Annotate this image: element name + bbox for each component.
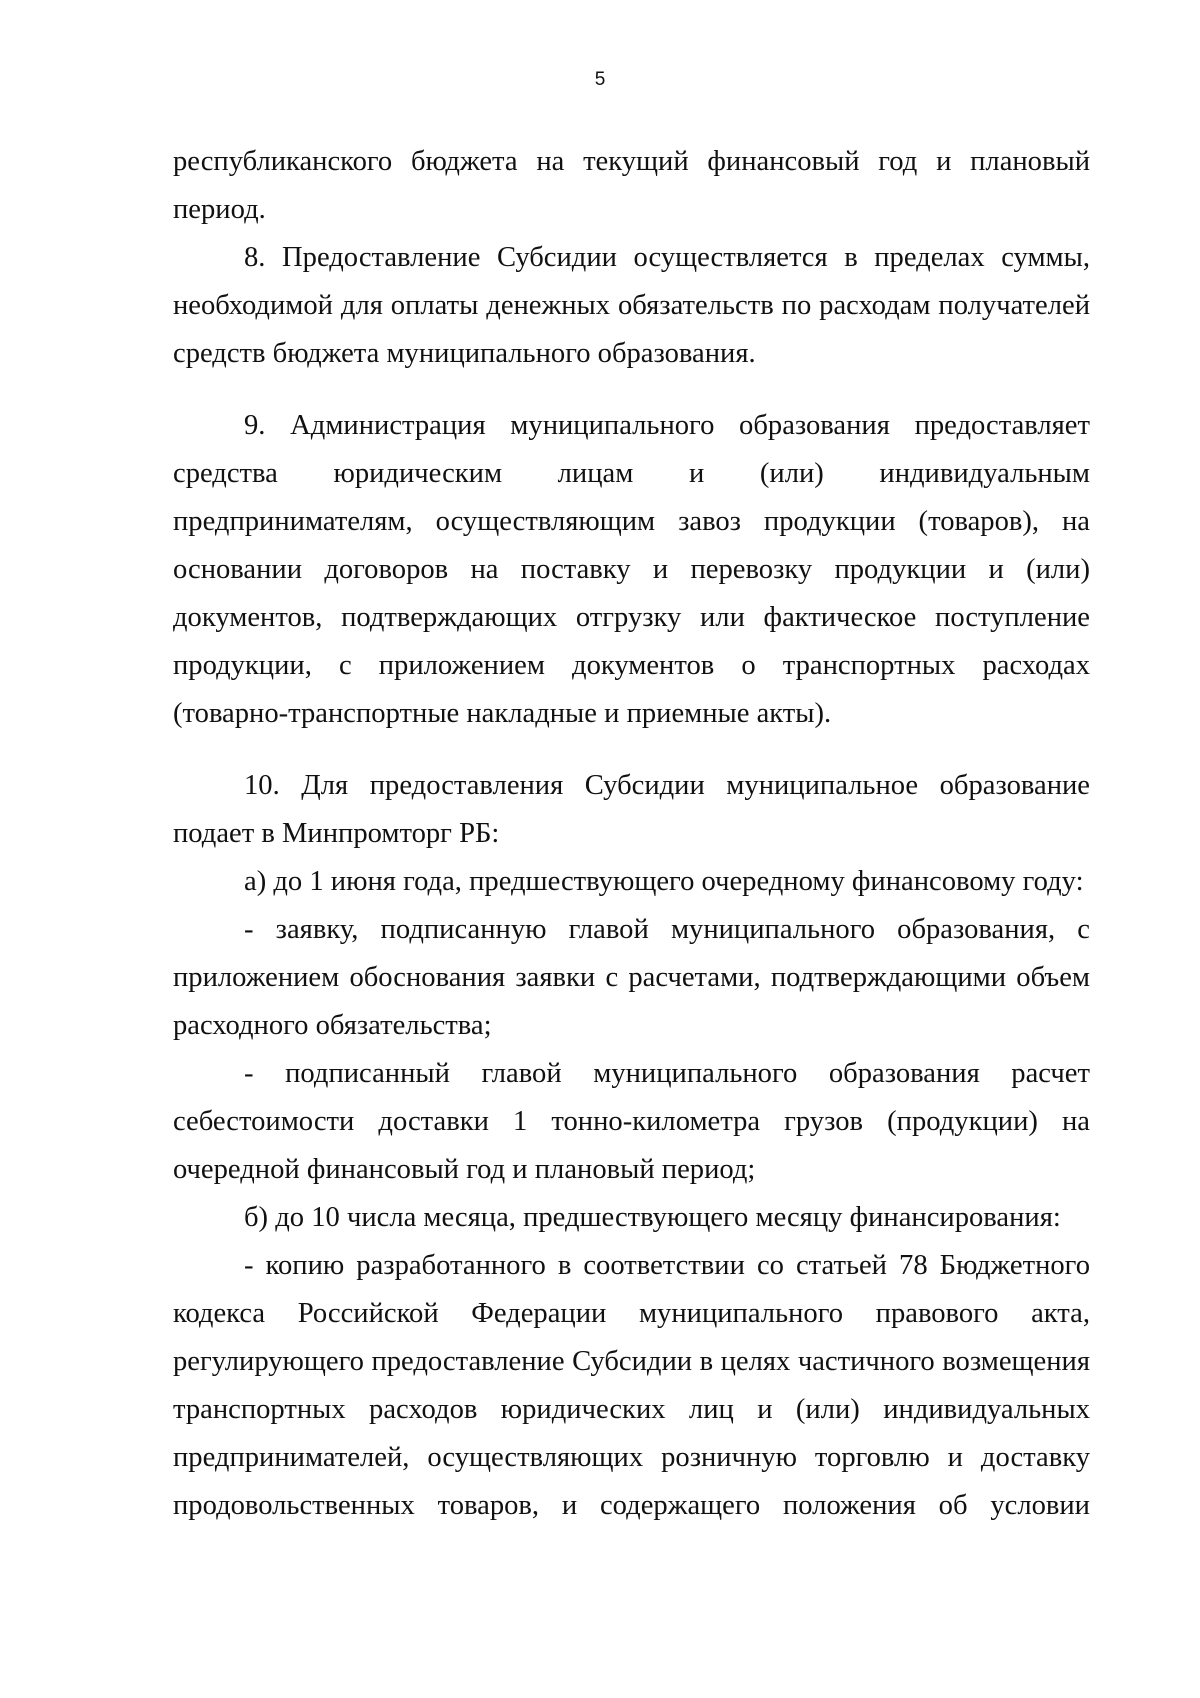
paragraph-item-8: 8. Предоставление Субсидии осуществляется в пределах суммы, необходимой для оплаты денежных обязательств по расходам получателей средств бюджета муниципального образования. — [173, 242, 1090, 369]
page-number: 5 — [594, 69, 606, 90]
document-body — [173, 138, 1090, 1530]
paragraph-dash-cost-calculation: - подписанный главой муниципального образования расчет себестоимости доставки 1 тонно-километра грузов (продукции) на очередной финансовый год и плановый период; — [173, 1058, 1090, 1185]
paragraph-item-10: 10. Для предоставления Субсидии муниципальное образование подает в Минпромторг РБ: — [173, 770, 1090, 849]
paragraph-dash-legal-act-copy: - копию разработанного в соответствии со статьей 78 Бюджетного кодекса Российской Федерации муниципального правового акта, регулирующего предоставление Субсидии в целях частичного возмещения транспортных расходов юридических лиц и (или) индивидуальных предпринимателей, осуществляющих розничную торговлю и доставку продовольственных товаров, и содержащего положения об условии — [173, 1250, 1090, 1521]
paragraph-dash-application: - заявку, подписанную главой муниципального образования, с приложением обоснования заявки с расчетами, подтверждающими объем расходного обязательства; — [173, 914, 1090, 1041]
paragraph-budget-period-continuation: республиканского бюджета на текущий финансовый год и плановый период. — [173, 146, 1090, 225]
paragraph-subitem-a: а) до 1 июня года, предшествующего очередному финансовому году: — [244, 866, 1084, 897]
paragraph-item-9: 9. Администрация муниципального образования предоставляет средства юридическим лицам и (или) индивидуальным предпринимателям, осуществляющим завоз продукции (товаров), на основании договоров на поставку и перевозку продукции и (или) документов, подтверждающих отгрузку или фактическое поступление продукции, с приложением документов о транспортных расходах (товарно-транспортные накладные и приемные акты). — [173, 410, 1090, 729]
paragraph-subitem-b: б) до 10 числа месяца, предшествующего месяцу финансирования: — [244, 1202, 1061, 1233]
